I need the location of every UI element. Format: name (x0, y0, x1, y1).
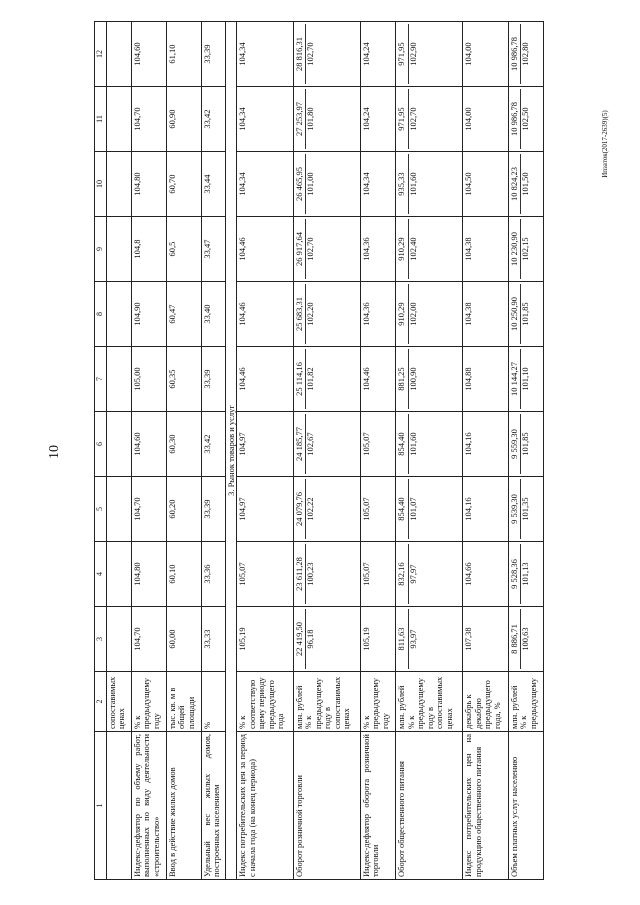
value-cell (395, 22, 462, 87)
column-number-header: 9 (95, 217, 107, 282)
value-cell: 33,39 (201, 347, 226, 412)
value-cell: 104,16 (462, 412, 508, 477)
value-line: 101,60 (408, 154, 419, 214)
value-cell (395, 87, 462, 152)
value-cell: 60,00 (166, 607, 201, 672)
value-line: 97,97 (408, 544, 419, 604)
value-line: 10 824,23 (508, 167, 519, 201)
value-cell (293, 22, 360, 87)
table-row (106, 22, 131, 880)
value-cell (106, 542, 131, 607)
value-cell (293, 607, 360, 672)
value-line: 854,40 (395, 497, 406, 521)
unit-label: % к предыдущему году (360, 677, 390, 729)
value-cell (293, 87, 360, 152)
value-cell (293, 217, 360, 282)
value-cell (293, 347, 360, 412)
unit-cell (131, 672, 166, 732)
value-cell (395, 607, 462, 672)
value-cell: 104,70 (131, 87, 166, 152)
unit-label: тыс. кв. м в общей площади (166, 687, 196, 729)
value-line: 832,16 (395, 562, 406, 586)
value-line: 101,50 (520, 154, 531, 214)
value-line: 9 559,30 (508, 429, 519, 459)
value-line: 101,60 (408, 414, 419, 474)
value-line: 8 886,71 (508, 624, 519, 654)
unit-label: % к соответствую щему периоду предыдущего года (237, 677, 286, 729)
table-row (131, 22, 166, 880)
value-cell (106, 152, 131, 217)
value-cell (293, 477, 360, 542)
value-cell (508, 152, 543, 217)
value-cell (508, 477, 543, 542)
value-cell (395, 217, 462, 282)
value-cell (508, 217, 543, 282)
value-cell: 105,07 (237, 542, 293, 607)
value-cell: 33,47 (201, 217, 226, 282)
value-cell: 60,70 (166, 152, 201, 217)
unit-cell (237, 672, 293, 732)
value-cell: 104,46 (237, 217, 293, 282)
column-number-header: 10 (95, 152, 107, 217)
value-cell (106, 412, 131, 477)
value-line: 9 528,36 (508, 559, 519, 589)
value-line: 26 917,64 (293, 232, 304, 266)
unit-label: % к предыдущему году в сопоставимых ценах (303, 676, 352, 729)
indicator-name: Индекс-дефлятор оборота розничной торговли (360, 732, 395, 880)
value-line: 811,63 (395, 627, 406, 651)
value-cell: 104,34 (360, 152, 395, 217)
value-line: 22 419,50 (293, 622, 304, 656)
value-cell: 104,70 (131, 607, 166, 672)
value-cell (508, 347, 543, 412)
value-cell (395, 477, 462, 542)
value-cell: 104,34 (237, 22, 293, 87)
value-cell (508, 542, 543, 607)
value-line: 9 539,30 (508, 494, 519, 524)
table-row (508, 22, 543, 880)
unit-label: % (201, 721, 212, 729)
value-line: 102,67 (305, 414, 316, 474)
value-cell: 33,33 (201, 607, 226, 672)
value-line: 25 114,16 (293, 362, 304, 396)
value-cell: 104,66 (462, 542, 508, 607)
column-number-header: 3 (95, 607, 107, 672)
value-cell: 33,40 (201, 282, 226, 347)
indicator-name: Индекс потребительских цен на продукцию общественного питания (462, 732, 508, 880)
value-cell: 105,19 (237, 607, 293, 672)
value-cell (293, 412, 360, 477)
table-row (360, 22, 395, 880)
value-cell: 104,34 (237, 152, 293, 217)
unit-cell (106, 672, 131, 732)
value-cell: 105,07 (360, 542, 395, 607)
value-cell (395, 152, 462, 217)
value-cell: 104,16 (462, 477, 508, 542)
value-line: 101,00 (305, 154, 316, 214)
value-line: 24 079,76 (293, 492, 304, 526)
value-cell (106, 347, 131, 412)
unit-label: декабрь к декабрю предыдущего года, % (462, 680, 502, 729)
unit-label: % к предыдущему году (131, 677, 161, 729)
value-line: 93,97 (408, 609, 419, 669)
value-cell: 105,07 (360, 477, 395, 542)
unit-cell (166, 672, 201, 732)
table-row (395, 22, 462, 880)
value-cell: 33,44 (201, 152, 226, 217)
column-number-header: 5 (95, 477, 107, 542)
value-cell: 104,80 (131, 152, 166, 217)
value-cell: 104,8 (131, 217, 166, 282)
value-cell: 104,60 (131, 22, 166, 87)
table-body (106, 22, 543, 880)
value-line: 101,10 (520, 349, 531, 409)
indicator-name: Оборот розничной торговли (293, 732, 360, 880)
value-cell (508, 282, 543, 347)
indicator-name (106, 732, 131, 880)
value-line: 101,35 (520, 479, 531, 539)
value-cell: 33,39 (201, 477, 226, 542)
value-line: 101,07 (408, 479, 419, 539)
value-line: 101,85 (520, 284, 531, 344)
column-number-row (95, 22, 107, 880)
value-cell: 60,90 (166, 87, 201, 152)
value-cell: 104,36 (360, 282, 395, 347)
value-cell (293, 152, 360, 217)
value-cell: 104,97 (237, 477, 293, 542)
indicator-name: Индекс потребительских цен за период с начала года (на конец периода) (237, 732, 293, 880)
value-cell (106, 22, 131, 87)
value-cell: 104,00 (462, 22, 508, 87)
value-cell: 33,42 (201, 87, 226, 152)
value-cell: 104,38 (462, 282, 508, 347)
table-row (201, 22, 226, 880)
unit-cell (201, 672, 226, 732)
value-line: 100,23 (305, 544, 316, 604)
value-line: 102,90 (408, 24, 419, 84)
value-line: 102,70 (305, 24, 316, 84)
value-cell (395, 282, 462, 347)
value-cell: 61,10 (166, 22, 201, 87)
value-cell: 104,46 (237, 282, 293, 347)
indicator-name: Удельный вес жилых домов, построенных населением (201, 732, 226, 880)
value-line: 101,82 (305, 349, 316, 409)
value-cell (395, 542, 462, 607)
value-cell: 107,38 (462, 607, 508, 672)
value-line: 102,80 (520, 24, 531, 84)
value-line: 100,90 (408, 349, 419, 409)
indicator-name: Ввод в действие жилых домов (166, 732, 201, 880)
value-cell (106, 87, 131, 152)
value-cell: 105,00 (131, 347, 166, 412)
value-line: 10 250,90 (508, 297, 519, 331)
value-cell (395, 412, 462, 477)
indicator-name: Оборот общественного питания (395, 732, 462, 880)
value-cell (293, 542, 360, 607)
unit-label: % к предыдущему году в сопоставимых ценах (405, 676, 454, 729)
value-cell: 104,88 (462, 347, 508, 412)
value-cell: 33,42 (201, 412, 226, 477)
value-cell: 60,35 (166, 347, 201, 412)
value-line: 24 185,77 (293, 427, 304, 461)
value-cell: 105,19 (360, 607, 395, 672)
value-cell: 104,24 (360, 22, 395, 87)
value-line: 910,29 (395, 237, 406, 261)
forecast-table (94, 21, 544, 880)
value-cell: 104,24 (360, 87, 395, 152)
value-cell (395, 347, 462, 412)
value-line: 971,95 (395, 107, 406, 131)
unit-label: % к предыдущему (518, 677, 538, 729)
value-line: 10 144,27 (508, 362, 519, 396)
value-cell: 60,47 (166, 282, 201, 347)
value-line: 96,18 (305, 609, 316, 669)
table-row (166, 22, 201, 880)
table-row (237, 22, 293, 880)
value-cell: 104,00 (462, 87, 508, 152)
value-line: 10 986,78 (508, 102, 519, 136)
unit-cell (360, 672, 395, 732)
value-line: 854,40 (395, 432, 406, 456)
value-cell (293, 282, 360, 347)
indicator-name: Объем платных услуг населению (508, 732, 543, 880)
value-line: 935,33 (395, 172, 406, 196)
value-cell: 60,30 (166, 412, 201, 477)
value-line: 102,15 (520, 219, 531, 279)
value-line: 25 683,31 (293, 297, 304, 331)
unit-label: млн. рублей (293, 685, 304, 729)
value-line: 23 611,28 (293, 557, 304, 591)
value-line: 102,22 (305, 479, 316, 539)
value-cell: 104,60 (131, 412, 166, 477)
value-cell (508, 607, 543, 672)
value-cell: 104,50 (462, 152, 508, 217)
column-number-header: 8 (95, 282, 107, 347)
value-cell (508, 412, 543, 477)
unit-cell (508, 672, 543, 732)
table-row (293, 22, 360, 880)
value-cell (508, 87, 543, 152)
table-row (462, 22, 508, 880)
value-line: 881,25 (395, 367, 406, 391)
value-cell: 60,20 (166, 477, 201, 542)
column-number-header: 7 (95, 347, 107, 412)
value-cell: 104,90 (131, 282, 166, 347)
rotated-table-container (94, 22, 544, 880)
value-line: 101,13 (520, 544, 531, 604)
column-number-header: 4 (95, 542, 107, 607)
column-number-header: 12 (95, 22, 107, 87)
value-cell: 104,34 (237, 87, 293, 152)
value-line: 100,63 (520, 609, 531, 669)
column-number-header: 11 (95, 87, 107, 152)
value-line: 28 816,31 (293, 37, 304, 71)
value-cell (106, 282, 131, 347)
value-cell: 104,38 (462, 217, 508, 282)
value-line: 971,95 (395, 42, 406, 66)
indicator-name: Индекс-дефлятор по объему работ, выполненных по виду деятельности «строительство» (131, 732, 166, 880)
unit-label: сопоставимых ценах (106, 676, 127, 729)
value-line: 10 986,78 (508, 37, 519, 71)
value-line: 102,70 (305, 219, 316, 279)
value-line: 910,29 (395, 302, 406, 326)
value-line: 102,70 (408, 89, 419, 149)
value-cell: 60,10 (166, 542, 201, 607)
page-number: 10 (47, 445, 62, 459)
value-line: 26 465,95 (293, 167, 304, 201)
value-cell: 104,70 (131, 477, 166, 542)
column-number-header: 6 (95, 412, 107, 477)
value-cell (508, 22, 543, 87)
value-cell: 104,97 (237, 412, 293, 477)
column-number-header: 1 (95, 732, 107, 880)
value-cell: 104,36 (360, 217, 395, 282)
value-cell: 60,5 (166, 217, 201, 282)
document-code: Ипзаток(2017-2639)(5) (601, 110, 609, 178)
section-header-row (226, 22, 237, 880)
column-number-header: 2 (95, 672, 107, 732)
value-cell (106, 477, 131, 542)
value-line: 101,85 (520, 414, 531, 474)
value-line: 102,50 (520, 89, 531, 149)
value-cell: 104,80 (131, 542, 166, 607)
value-cell: 33,36 (201, 542, 226, 607)
unit-label: млн. рублей (395, 685, 406, 729)
value-line: 102,20 (305, 284, 316, 344)
section-title: 3. Рынок товаров и услуг (226, 22, 237, 880)
value-cell (106, 217, 131, 282)
value-line: 27 253,97 (293, 102, 304, 136)
value-cell: 33,39 (201, 22, 226, 87)
unit-cell (462, 672, 508, 732)
value-cell: 105,07 (360, 412, 395, 477)
value-line: 10 230,90 (508, 232, 519, 266)
unit-label: млн. рублей (508, 685, 519, 729)
value-line: 102,40 (408, 219, 419, 279)
value-cell: 104,46 (237, 347, 293, 412)
value-cell: 104,46 (360, 347, 395, 412)
unit-cell (293, 672, 360, 732)
unit-cell (395, 672, 462, 732)
value-line: 101,80 (305, 89, 316, 149)
value-cell (106, 607, 131, 672)
value-line: 102,00 (408, 284, 419, 344)
